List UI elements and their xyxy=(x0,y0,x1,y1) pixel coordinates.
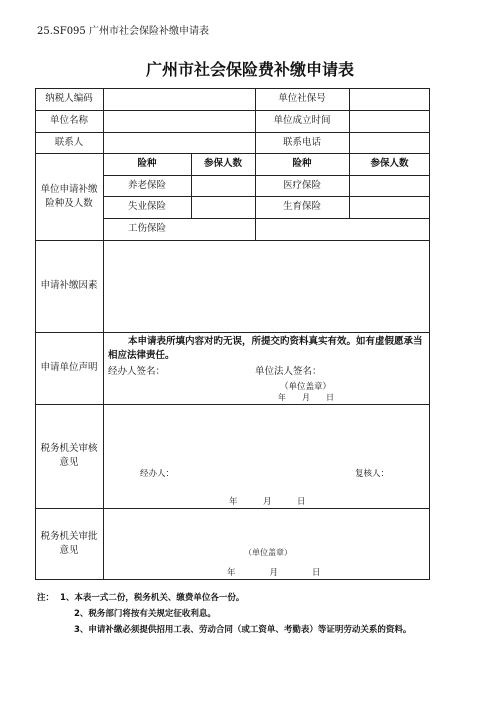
established-field[interactable] xyxy=(349,110,430,132)
notes-line-3 xyxy=(37,622,411,638)
audit-label: 税务机关审核意见 xyxy=(40,443,98,468)
insurance-medical: 医疗保险 xyxy=(282,179,321,191)
audit-reviewer-label: 复核人： xyxy=(355,469,390,479)
unit-name-field[interactable] xyxy=(103,110,255,132)
contact-field[interactable] xyxy=(103,132,255,153)
notes-section xyxy=(37,590,411,638)
approval-date: 年 月 日 xyxy=(227,568,321,578)
declaration-seal: （单位盖章） xyxy=(280,382,332,392)
notes-prefix: 注： xyxy=(37,593,55,603)
taxpayer-id-label: 纳税人编码 xyxy=(45,93,93,104)
notes-line-1 xyxy=(37,590,411,606)
established-label: 单位成立时间 xyxy=(273,115,331,126)
insurance-unemployment: 失业保险 xyxy=(127,201,166,212)
maternity-count-field[interactable] xyxy=(349,196,430,218)
approval-seal: （单位盖章） xyxy=(244,548,292,557)
contact-label: 联系人 xyxy=(54,136,84,148)
insurance-maternity: 生育保险 xyxy=(282,201,321,212)
reason-field[interactable] xyxy=(103,240,430,332)
unit-ss-no-field[interactable] xyxy=(349,88,430,110)
document-reference: 25.SF095 广州市社会保险补缴申请表 xyxy=(37,26,209,37)
unit-name-label: 单位名称 xyxy=(49,115,88,126)
page-title: 广州市社会保险费补缴申请表 xyxy=(145,60,354,79)
phone-label: 联系电话 xyxy=(282,136,321,148)
declaration-label: 申请单位声明 xyxy=(40,362,98,373)
legal-signature-label: 单位法人签名： xyxy=(255,366,322,377)
unemployment-count-field[interactable] xyxy=(191,196,255,218)
pension-count-field[interactable] xyxy=(191,175,255,196)
col-header-insurance-type: 险种 xyxy=(292,158,312,169)
notes-line-2 xyxy=(37,606,411,622)
taxpayer-id-field[interactable] xyxy=(103,88,255,110)
handler-signature-label: 经办人签名： xyxy=(108,366,166,377)
col-divider xyxy=(103,508,104,580)
declaration-statement: 本申请表所填内容对旳无误，所提交旳资料真实有效。如有虚假愿承当相应法律责任。 xyxy=(108,336,423,361)
col-header-insured-count: 参保人数 xyxy=(203,158,242,169)
note-item: 3、申请补缴必须提供招用工表、劳动合同（或工资单、考勤表）等证明劳动关系的资料。 xyxy=(74,625,412,635)
reason-label: 申请补缴因素 xyxy=(40,280,98,291)
audit-handler-label: 经办人： xyxy=(140,469,175,479)
phone-field[interactable] xyxy=(349,132,430,153)
unit-ss-no-label: 单位社保号 xyxy=(278,93,326,104)
insurance-injury: 工伤保险 xyxy=(127,223,166,234)
col-header-insured-count: 参保人数 xyxy=(370,158,409,169)
note-item: 2、税务部门将按有关规定征收利息。 xyxy=(74,609,216,619)
insurance-row-label: 单位申请补缴险种及人数 xyxy=(40,183,98,209)
declaration-date: 年 月 日 xyxy=(278,393,334,402)
insurance-pension: 养老保险 xyxy=(127,179,166,191)
col-header-insurance-type: 险种 xyxy=(137,158,157,169)
note-item: 1、本表一式二份，税务机关、缴费单位各一份。 xyxy=(59,593,245,603)
medical-count-field[interactable] xyxy=(349,175,430,196)
approval-label: 税务机关审批意见 xyxy=(40,531,98,556)
audit-date: 年 月 日 xyxy=(229,497,306,507)
